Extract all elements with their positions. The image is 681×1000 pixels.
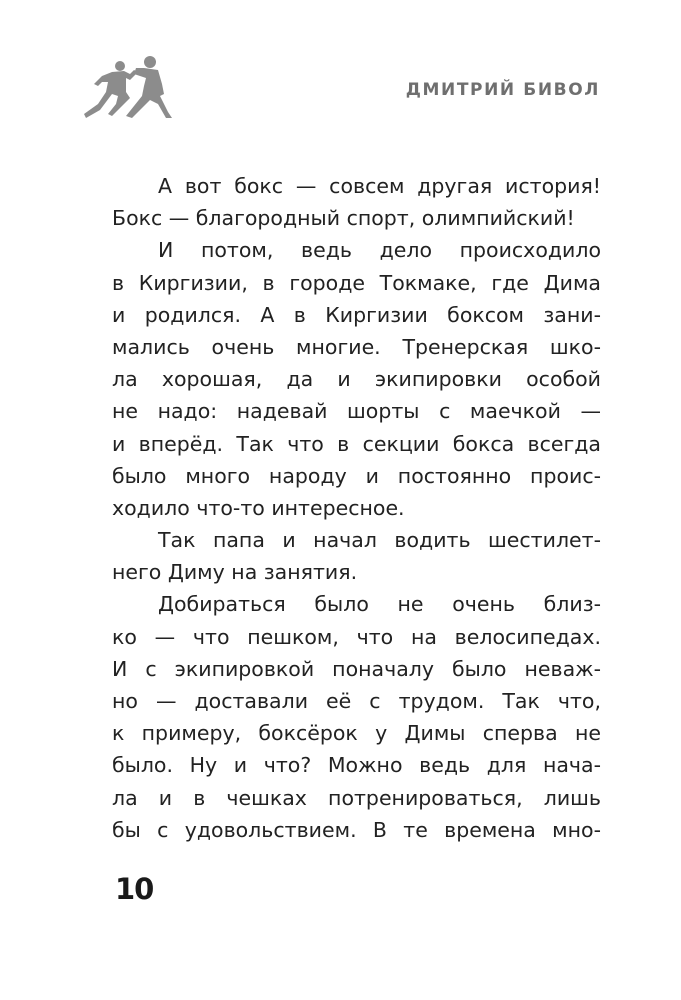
running-title: ДМИТРИЙ БИВОЛ xyxy=(405,80,600,100)
text-line: бы с удовольствием. В те времена мно- xyxy=(112,817,601,842)
text-line: в Киргизии, в городе Токмаке, где Дима xyxy=(112,270,601,295)
text-line: к примеру, боксёрок у Димы сперва не xyxy=(112,721,601,746)
text-line: И потом, ведь дело происходило xyxy=(158,238,601,263)
text-line: И с экипировкой поначалу было неваж- xyxy=(112,656,601,681)
text-line: Так папа и начал водить шестилет- xyxy=(158,528,601,553)
text-line: и вперёд. Так что в секции бокса всегда xyxy=(112,431,601,456)
text-line: ла хорошая, да и экипировки особой xyxy=(112,367,601,392)
page-number: 10 xyxy=(115,872,154,906)
text-line: было много народу и постоянно проис- xyxy=(112,463,601,488)
text-line: него Диму на занятия. xyxy=(112,560,358,585)
text-line: но — доставали её с трудом. Так что, xyxy=(112,689,601,713)
text-line: Добираться было не очень близ- xyxy=(158,592,601,617)
text-line: А вот бокс — совсем другая история! xyxy=(158,174,601,198)
text-line: ходило что-то интересное. xyxy=(112,495,405,520)
text-line: не надо: надевай шорты с маечкой — xyxy=(112,399,601,424)
text-line: было. Ну и что? Можно ведь для нача- xyxy=(112,753,601,778)
body-text xyxy=(112,170,601,846)
text-line: мались очень многие. Тренерская шко- xyxy=(112,334,601,359)
text-line: ла и в чешках потренироваться, лишь xyxy=(112,785,601,810)
text-line: Бокс — благородный спорт, олимпийский! xyxy=(112,206,575,231)
text-line: ко — что пешком, что на велосипедах. xyxy=(112,624,601,649)
boxers-silhouette-icon xyxy=(72,56,174,118)
text-line: и родился. А в Киргизии боксом зани- xyxy=(112,302,601,327)
